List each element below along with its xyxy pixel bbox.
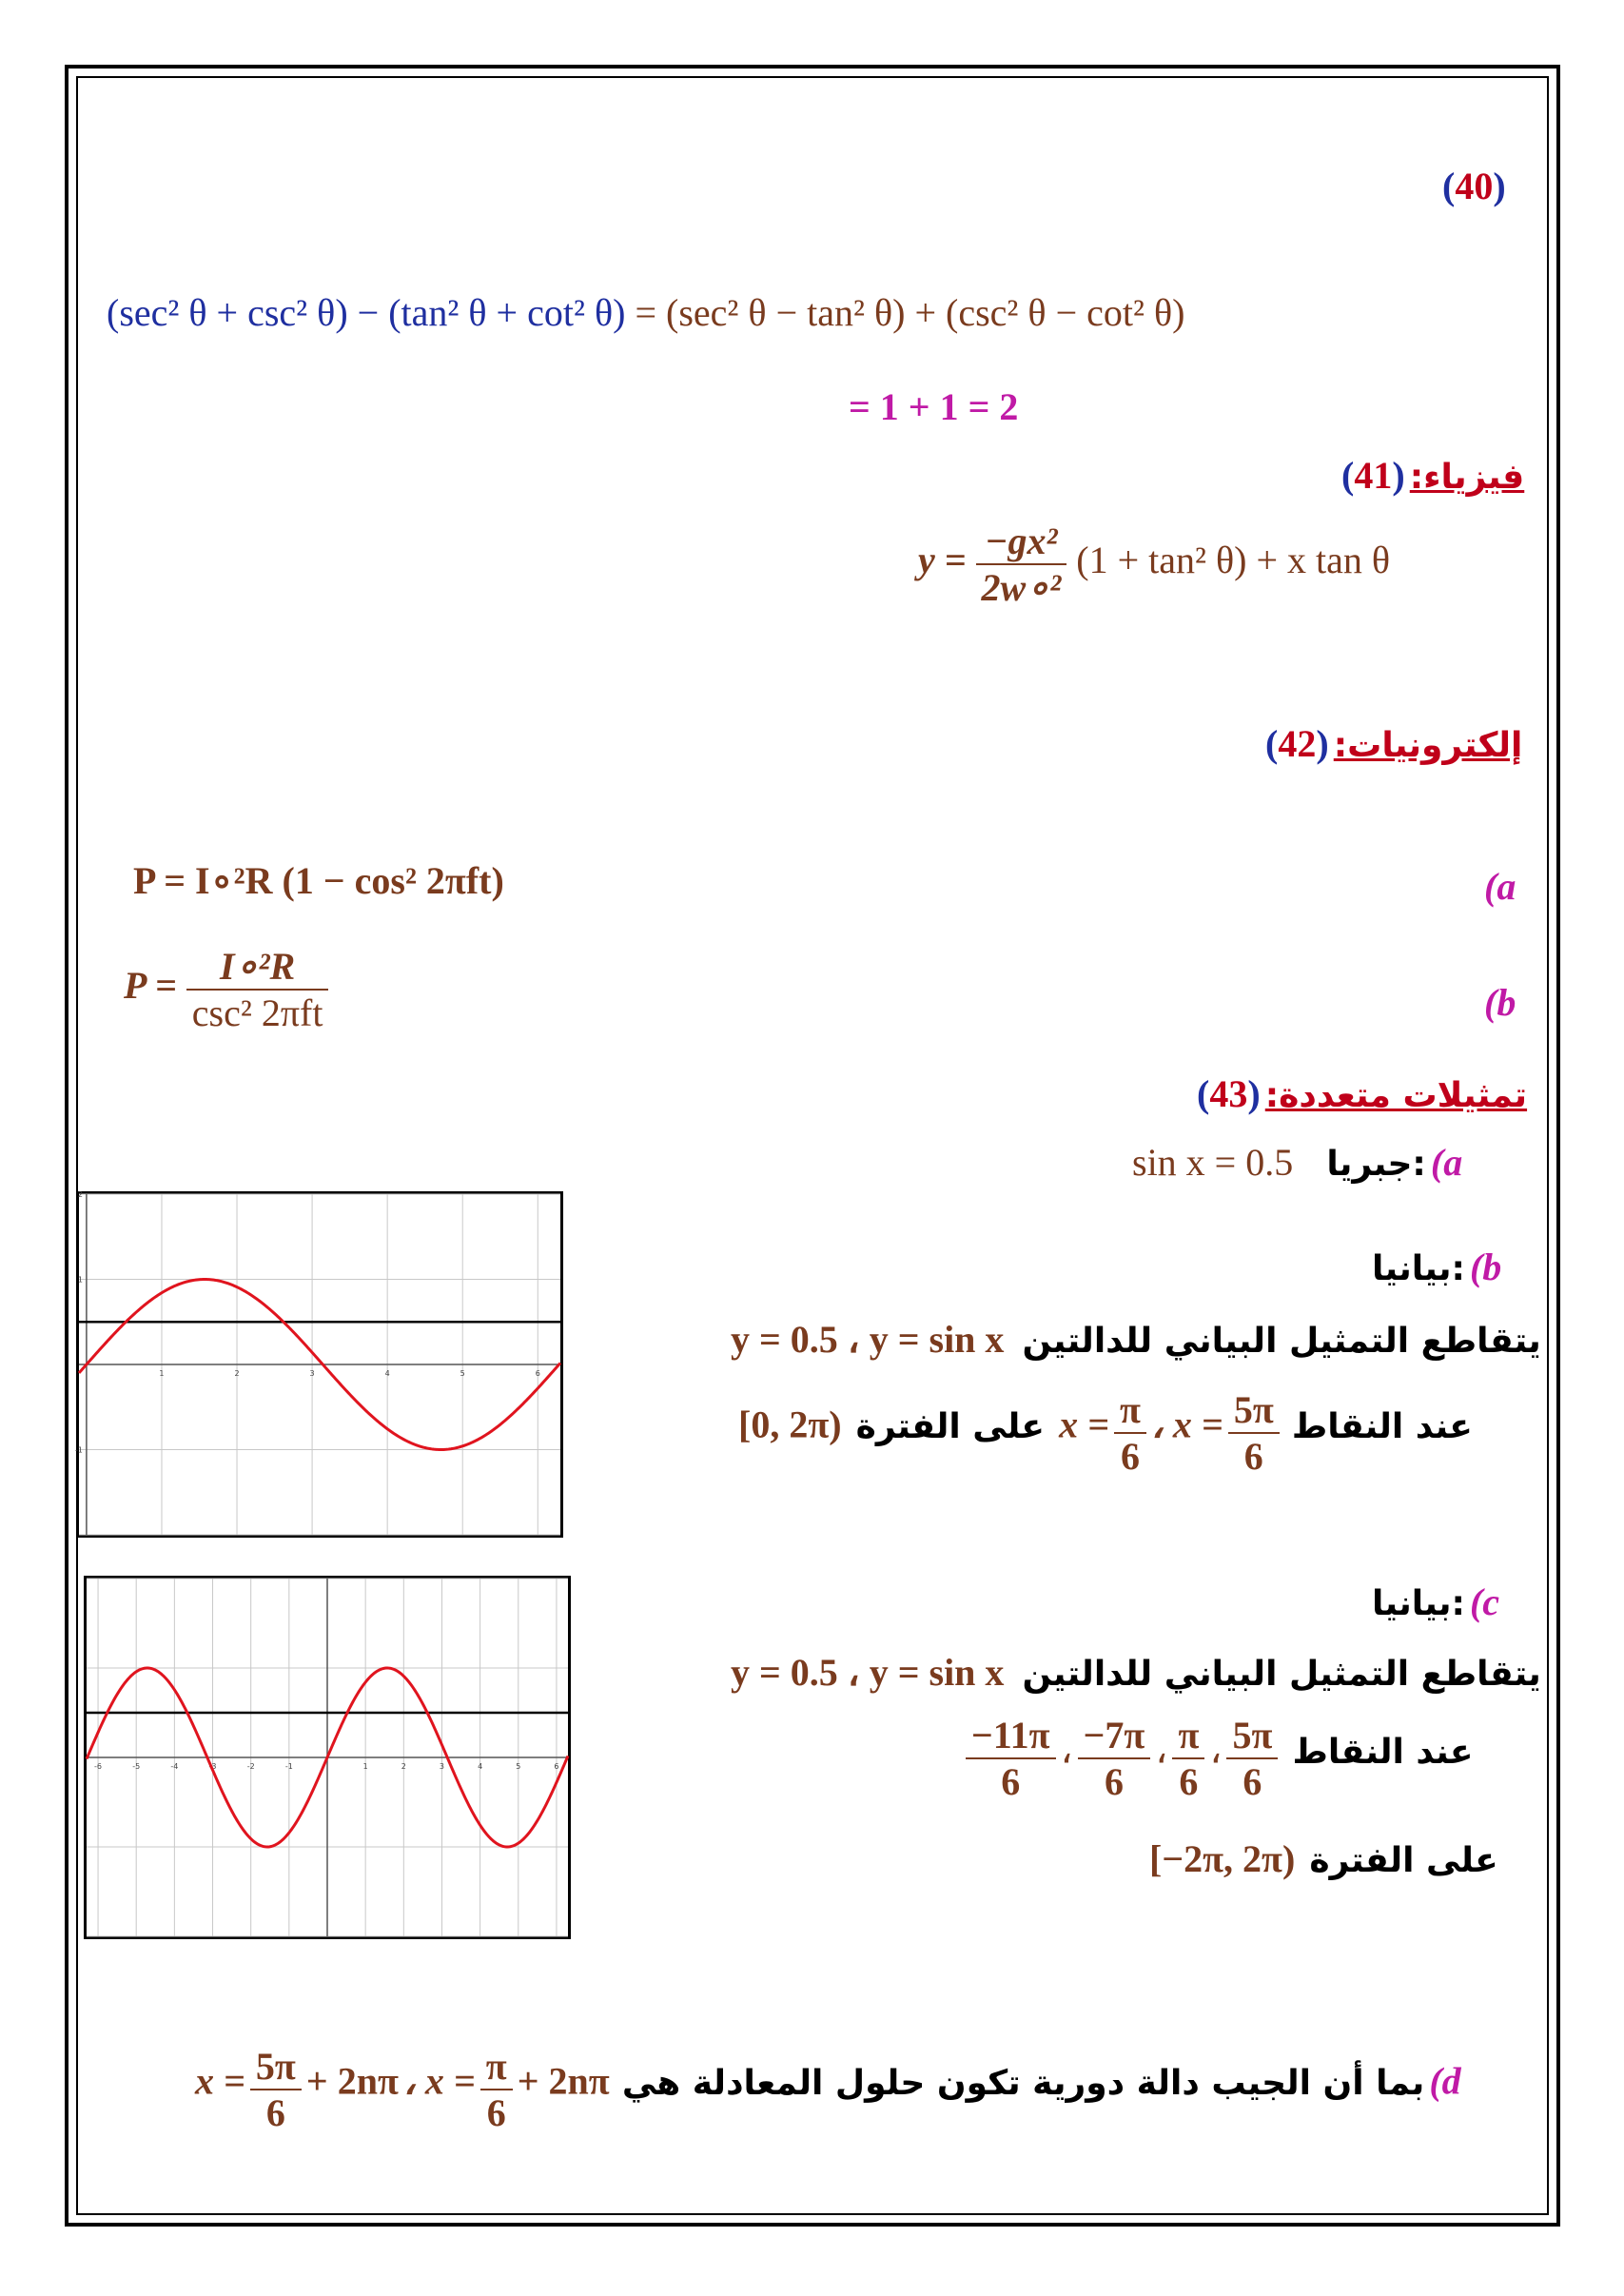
graph-1 bbox=[76, 1191, 563, 1538]
problem-42-topic: إلكترونيات: bbox=[1333, 726, 1523, 765]
x-tick-label: 1 bbox=[362, 1762, 368, 1771]
graph-1-plot bbox=[74, 1190, 560, 1535]
problem-41-equation: y = $\frac{\text{−gx²}}{\text{2w∘²}}$ (1 + tan² θ) + x tan θ bbox=[918, 520, 1391, 609]
eq-minus: − bbox=[357, 291, 380, 334]
problem-43-part-c-line1: y = 0.5 ، y = sin x يتقاطع التمثيل البياني للدالتين bbox=[731, 1651, 1541, 1694]
x-tick-label: -4 bbox=[170, 1762, 179, 1771]
problem-43-part-d: x = $\frac{5\pi}{6}$ + 2nπ ، x = $\frac{\pi}{6}$ + 2nπ بما أن الجيب دالة دورية تكون حلول المعادلة هي (d bbox=[195, 2045, 1461, 2134]
graph-2 bbox=[84, 1576, 571, 1939]
problem-43-part-b-title: بيانيا: (b bbox=[1372, 1246, 1502, 1288]
y-tick-label: -1 bbox=[74, 1445, 83, 1455]
y-tick-label: 2 bbox=[77, 1190, 83, 1199]
x-tick-label: 4 bbox=[478, 1762, 483, 1771]
problem-41-topic: فيزياء: bbox=[1409, 458, 1525, 497]
problem-43-part-c-interval: [−2π, 2π) على الفترة bbox=[1149, 1837, 1498, 1880]
problem-40-number: (40) bbox=[1442, 165, 1506, 207]
graph-2-plot bbox=[87, 1579, 568, 1936]
problem-42-part-a-eq: P = I∘²R (1 − cos² 2πft) bbox=[133, 859, 504, 902]
x-tick-label: -2 bbox=[246, 1762, 255, 1771]
x-tick-label: 2 bbox=[234, 1369, 240, 1378]
problem-43-part-c-title: بيانيا: (c bbox=[1372, 1580, 1500, 1623]
x-tick-label: -3 bbox=[208, 1762, 217, 1771]
problem-43-part-b-line2: [0, 2π) على الفترة x = $\frac{\pi}{6}$ ، x = $\frac{5\pi}{6}$ عند النقاط bbox=[738, 1388, 1473, 1478]
x-tick-label: 5 bbox=[516, 1762, 521, 1771]
eq-rhs: = (sec² θ − tan² θ) + (csc² θ − cot² θ) bbox=[635, 291, 1185, 334]
problem-42-part-a-label: (a bbox=[1484, 865, 1516, 908]
eq-group2: (tan² θ + cot² θ) bbox=[388, 291, 626, 334]
x-tick-label: 3 bbox=[309, 1369, 315, 1378]
x-tick-label: 6 bbox=[535, 1369, 540, 1378]
eq-group1: (sec² θ + csc² θ) bbox=[107, 291, 348, 334]
x-tick-label: 6 bbox=[554, 1762, 559, 1771]
problem-43-part-b-line1: y = 0.5 ، y = sin x يتقاطع التمثيل البياني للدالتين bbox=[731, 1318, 1541, 1361]
x-tick-label: -5 bbox=[132, 1762, 141, 1771]
y-tick-label: 1 bbox=[77, 1275, 83, 1285]
x-tick-label: -6 bbox=[94, 1762, 103, 1771]
x-tick-label: 4 bbox=[384, 1369, 390, 1378]
problem-42-part-b-eq: P = $\frac{\text{I∘²R}}{\text{csc² 2πft}}$ bbox=[124, 944, 328, 1035]
x-tick-label: 2 bbox=[401, 1762, 406, 1771]
problem-43-part-a: sin x = 0.5 جبريا: (a bbox=[1132, 1141, 1463, 1184]
x-tick-label: 3 bbox=[439, 1762, 445, 1771]
x-tick-label: 5 bbox=[460, 1369, 465, 1378]
problem-42-part-b-label: (b bbox=[1484, 981, 1516, 1024]
problem-42-heading: إلكترونيات: (42) bbox=[1265, 722, 1523, 765]
x-tick-label: 1 bbox=[159, 1369, 165, 1378]
problem-43-heading: تمثيلات متعددة: (43) bbox=[1197, 1072, 1528, 1115]
problem-43-topic: تمثيلات متعددة: bbox=[1264, 1076, 1528, 1115]
problem-40-result: = 1 + 1 = 2 bbox=[849, 385, 1019, 428]
x-tick-label: -1 bbox=[284, 1762, 293, 1771]
problem-43-part-c-points: $\frac{-11\pi}{6}$ ، $\frac{-7\pi}{6}$ ، $\frac{\pi}{6}$ ، $\frac{5\pi}{6}$ عند النقاط bbox=[966, 1713, 1473, 1804]
problem-40-equation bbox=[107, 290, 1184, 335]
problem-41-heading: فيزياء: (41) bbox=[1341, 454, 1525, 497]
